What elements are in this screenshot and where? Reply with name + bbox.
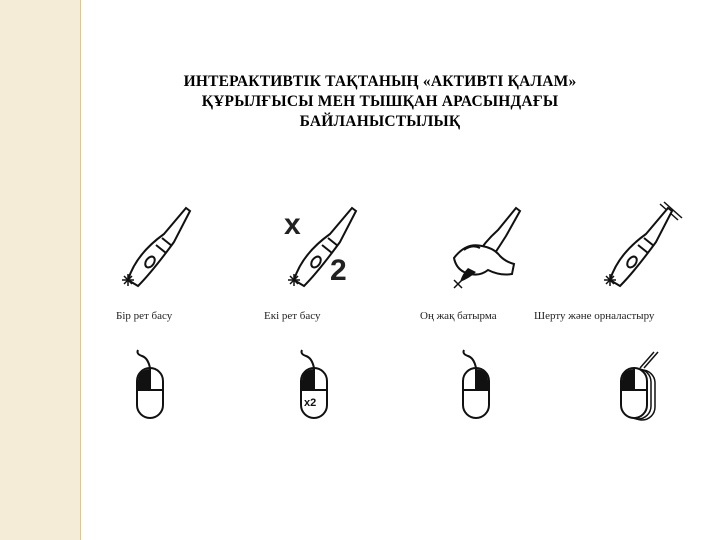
illustration-panel: [112, 200, 680, 428]
mouse-badge-x2: x2: [304, 397, 317, 409]
slide-title-line-2: ҚҰРЫЛҒЫСЫ МЕН ТЫШҚАН АРАСЫНДАҒЫ: [201, 93, 559, 110]
mouse-left-click-icon: [132, 348, 172, 424]
pen-badge-2: 2: [330, 254, 347, 287]
pen-double-click-icon: [280, 202, 380, 302]
mouse-double-click-icon: [296, 348, 336, 424]
caption-right-button: Оң жақ батырма: [420, 310, 497, 322]
pen-hand-press-icon: [442, 202, 532, 302]
pen-badge-x: x: [284, 208, 301, 241]
sidebar-divider: [80, 0, 81, 540]
caption-click-and-drag: Шерту және орналастыру: [534, 310, 655, 322]
caption-single-click: Бір рет басу: [116, 310, 173, 322]
decorative-sidebar: [0, 0, 80, 540]
mouse-drag-icon: [616, 346, 666, 426]
slide-title-line-1: ИНТЕРАКТИВТІК ТАҚТАНЫҢ «АКТИВТІ ҚАЛАМ»: [183, 73, 577, 90]
slide-title-line-3: БАЙЛАНЫСТЫЛЫҚ: [299, 113, 461, 130]
pen-single-click-icon: [116, 202, 206, 302]
pen-drag-icon: [598, 200, 688, 304]
mouse-right-click-icon: [458, 348, 498, 424]
slide-title: [110, 72, 650, 132]
caption-double-click: Екі рет басу: [264, 310, 321, 322]
